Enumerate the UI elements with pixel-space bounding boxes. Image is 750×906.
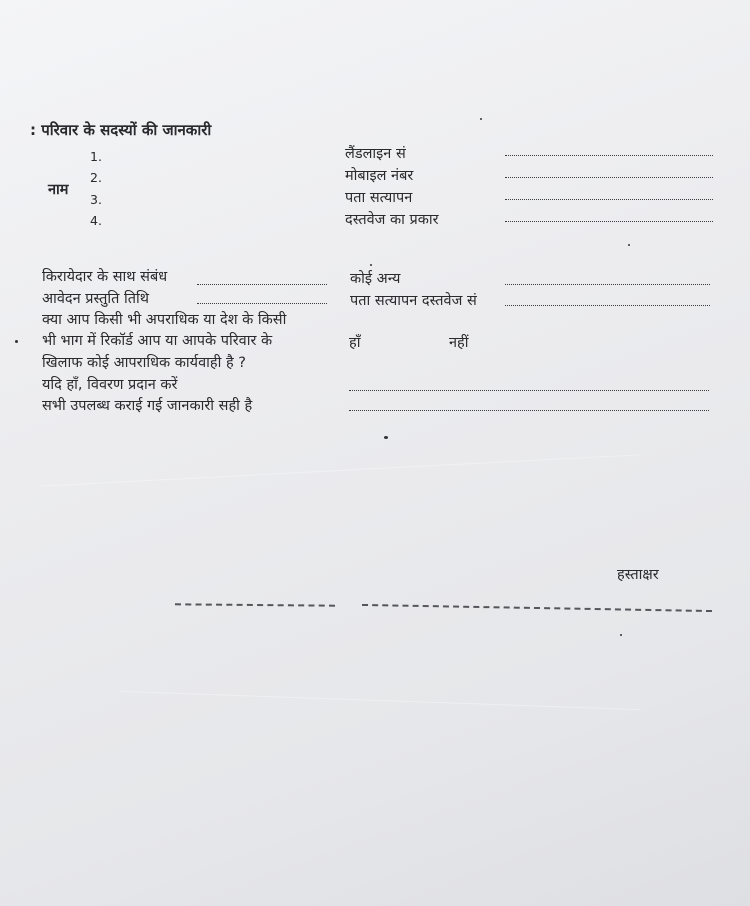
member-number: 4. — [90, 213, 102, 228]
document-type-field[interactable] — [505, 221, 713, 222]
landline-label: लैंडलाइन सं — [345, 146, 406, 162]
declaration-text: सभी उपलब्ध कराई गई जानकारी सही है — [42, 398, 253, 414]
member-number: 2. — [90, 170, 102, 185]
signature-line[interactable] — [175, 603, 335, 606]
question-line-1: क्या आप किसी भी अपराधिक या देश के किसी — [42, 312, 287, 328]
address-verification-field[interactable] — [505, 199, 713, 200]
speck — [384, 436, 388, 439]
section-heading: : परिवार के सदस्यों की जानकारी — [30, 121, 212, 139]
question-line-3: खिलाफ कोई आपराधिक कार्यवाही है ? — [42, 355, 246, 371]
speck — [15, 340, 18, 343]
speck — [370, 264, 372, 266]
speck — [628, 244, 630, 246]
mobile-field[interactable] — [505, 177, 713, 178]
question-line-2: भी भाग में रिकॉर्ड आप या आपके परिवार के — [42, 333, 273, 349]
member-number: 1. — [90, 149, 102, 164]
member-number: 3. — [90, 192, 102, 207]
application-date-field[interactable] — [197, 303, 327, 304]
mobile-label: मोबाइल नंबर — [345, 168, 414, 184]
address-doc-no-label: पता सत्यापन दस्तवेज सं — [350, 293, 477, 309]
if-yes-label: यदि हाँ, विवरण प्रदान करें — [42, 377, 178, 393]
any-other-label: कोई अन्य — [350, 271, 401, 287]
any-other-field[interactable] — [505, 284, 710, 285]
no-option[interactable]: नहीं — [449, 335, 469, 351]
address-verification-label: पता सत्यापन — [345, 190, 413, 206]
name-label: नाम — [48, 182, 69, 198]
document-type-label: दस्तवेज का प्रकार — [345, 212, 439, 228]
address-doc-no-field[interactable] — [505, 305, 710, 306]
landline-field[interactable] — [505, 155, 713, 156]
relation-label: किरायेदार के साथ संबंध — [42, 269, 168, 285]
paper-crease — [40, 454, 639, 486]
application-date-label: आवेदन प्रस्तुति तिथि — [42, 291, 150, 307]
signature-label: हस्ताक्षर — [617, 567, 659, 583]
declaration-field[interactable] — [349, 410, 709, 411]
yes-option[interactable]: हाँ — [349, 335, 361, 351]
speck — [620, 634, 622, 636]
speck — [480, 118, 482, 120]
signature-line[interactable] — [362, 604, 712, 612]
relation-field[interactable] — [197, 284, 327, 285]
paper-crease — [120, 691, 640, 710]
details-field[interactable] — [349, 390, 709, 391]
